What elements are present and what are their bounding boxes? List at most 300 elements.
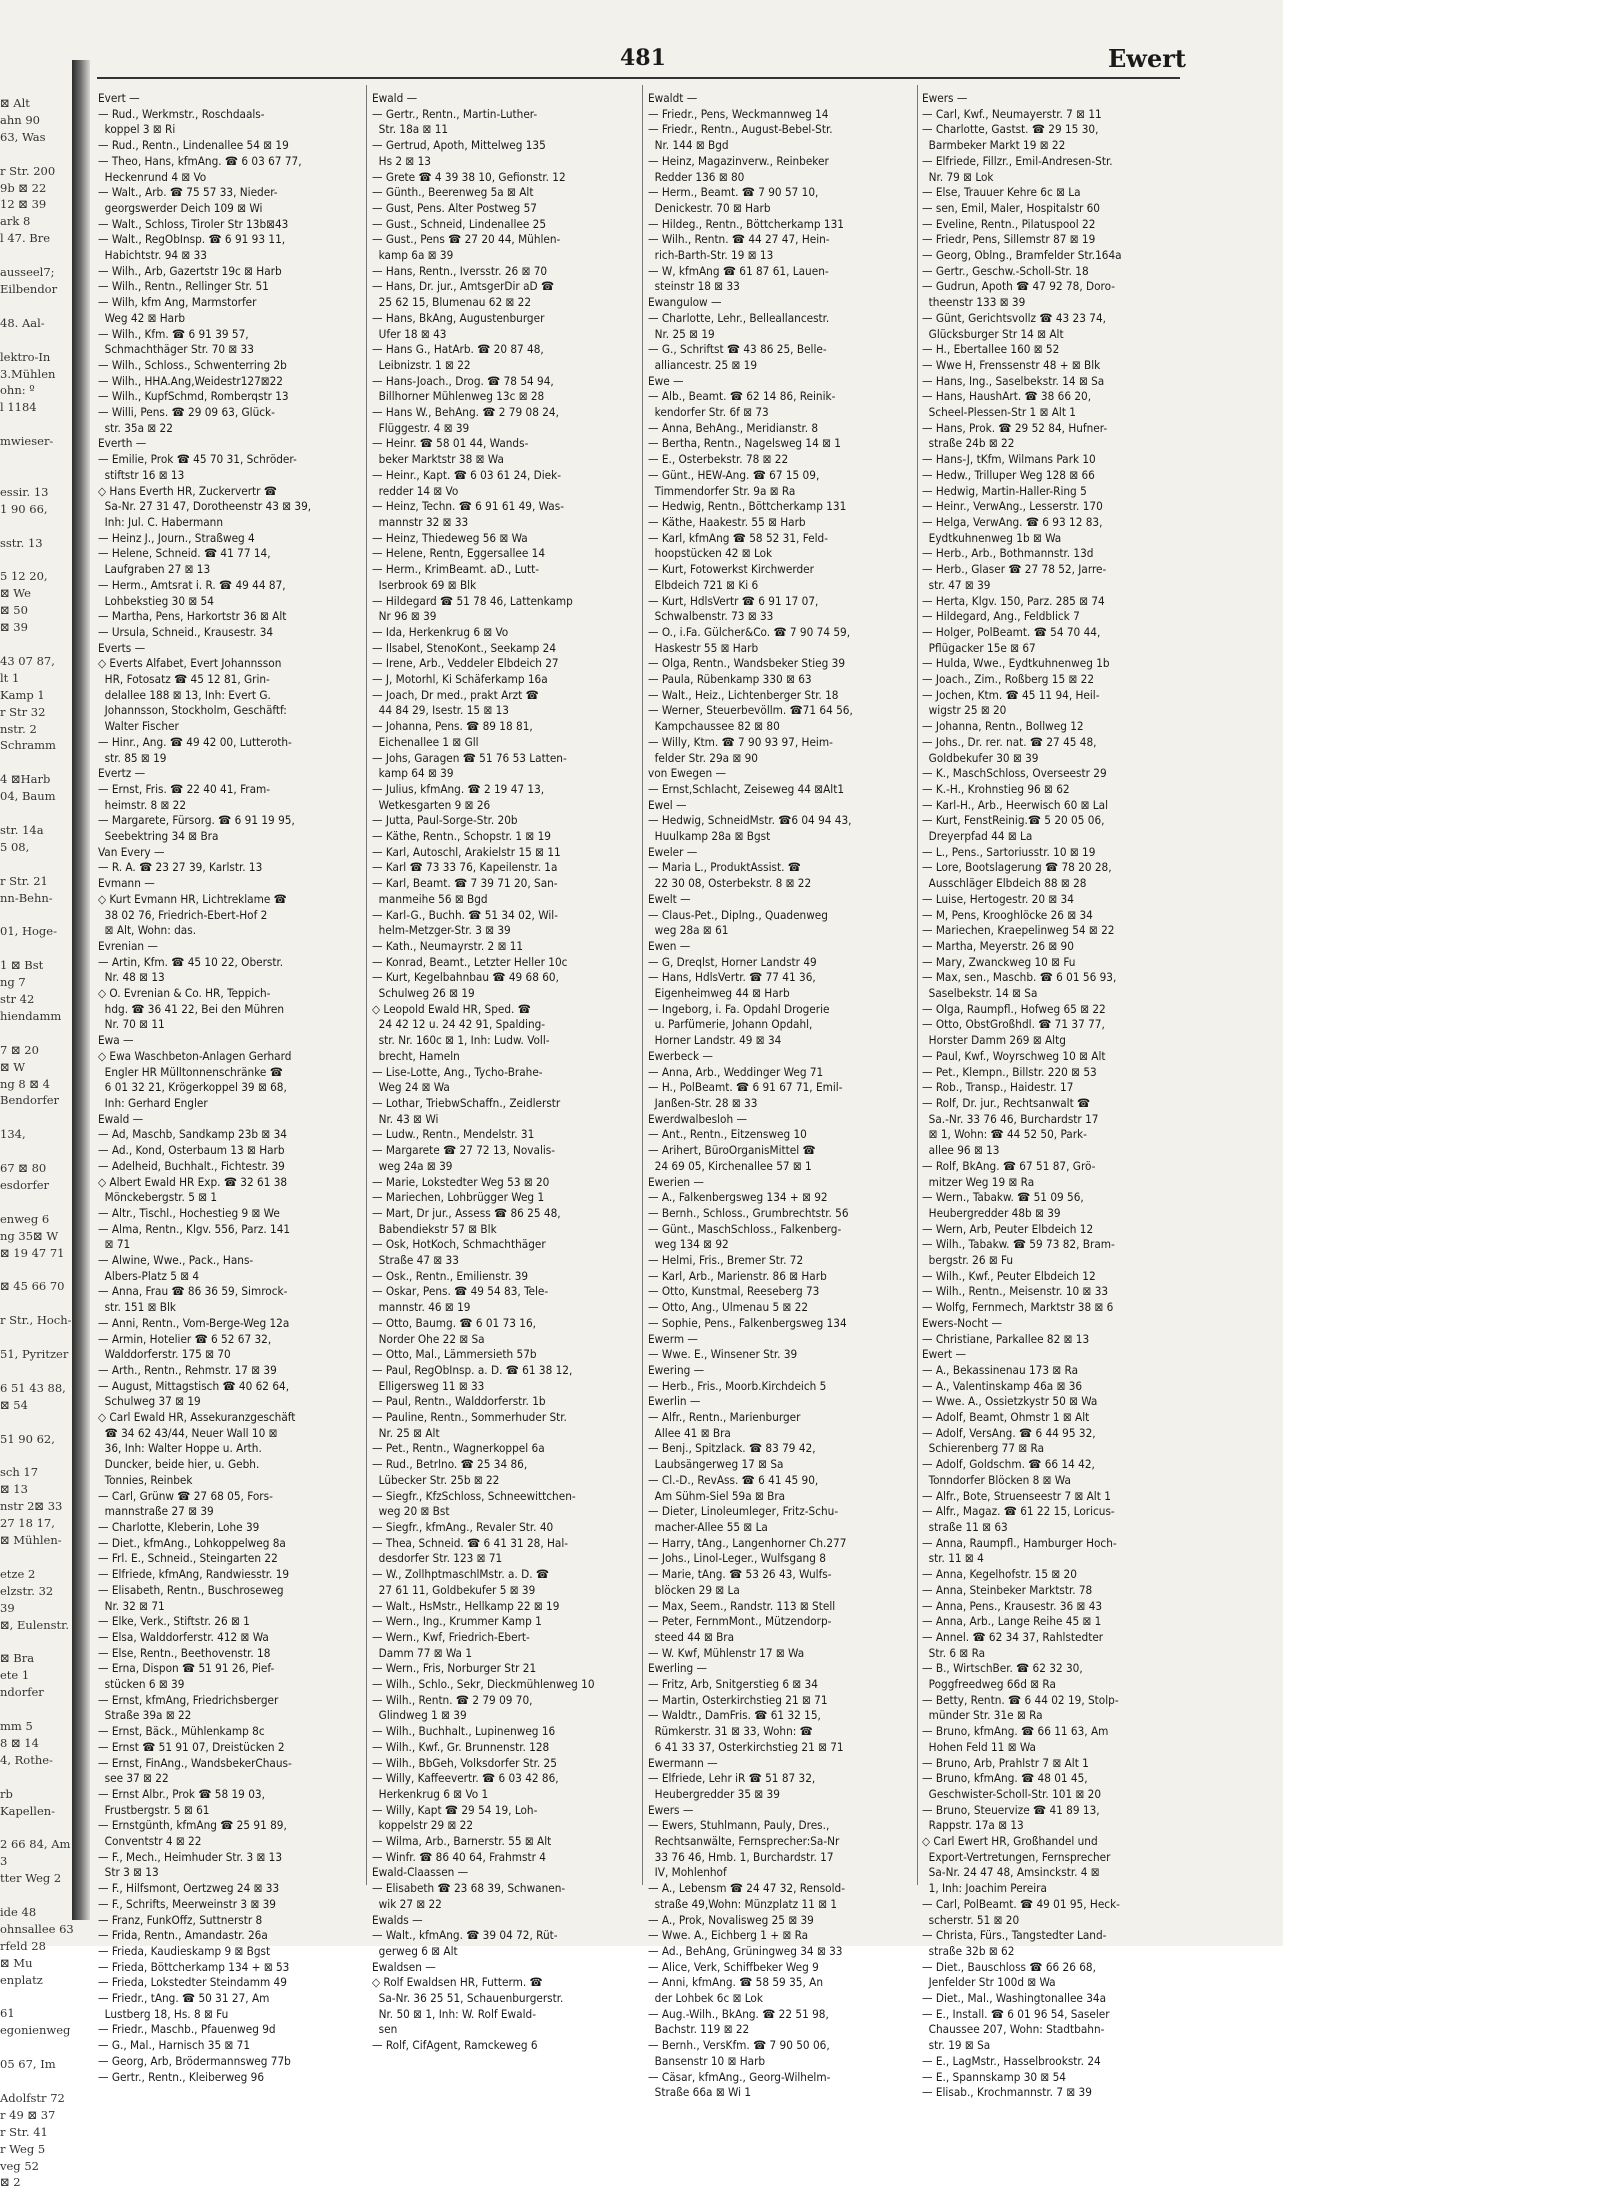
directory-entry-line: ◇ Ewa Waschbeton-Anlagen Gerhard <box>98 1048 292 1063</box>
directory-entry-line: — Wern, Arb, Peuter Elbdeich 12 <box>922 1221 1094 1236</box>
directory-entry-line: — Karl, Arb., Marienstr. 86 ⊠ Harb <box>648 1268 827 1283</box>
directory-entry-line: ☎ 34 62 43/44, Neuer Wall 10 ⊠ <box>98 1425 278 1440</box>
directory-entry-line: — Friedr., tAng. ☎ 50 31 27, Am <box>98 1991 270 2006</box>
directory-entry-line: Redder 136 ⊠ 80 <box>648 169 745 184</box>
previous-page-fragment: r Str., Hoch- <box>0 1313 72 1328</box>
directory-entry-line: Heubergredder 48b ⊠ 39 <box>922 1205 1061 1220</box>
directory-entry-line: — Benj., Spitzlack. ☎ 83 79 42, <box>648 1441 816 1456</box>
directory-entry-line: — Georg, Oblng., Bramfelder Str.164a <box>922 248 1122 263</box>
previous-page-fragment: Kapellen- <box>0 1803 56 1818</box>
column-divider <box>366 85 367 1885</box>
directory-column-1 <box>98 91 360 2084</box>
directory-entry-line: Huulkamp 28a ⊠ Bgst <box>648 829 771 844</box>
directory-entry-line: — Walt., Arb. ☎ 75 57 33, Nieder- <box>98 185 278 200</box>
directory-entry-line: Nr. 48 ⊠ 13 <box>98 970 165 985</box>
directory-entry-line: — Martin, Osterkirchstieg 21 ⊠ 71 <box>648 1692 828 1707</box>
directory-entry-line: ◇ Kurt Evmann HR, Lichtreklame ☎ <box>98 891 287 906</box>
directory-entry-line: 6 41 33 37, Osterkirchstieg 21 ⊠ 71 <box>648 1739 844 1754</box>
directory-entry-line: — Ant., Rentn., Eitzensweg 10 <box>648 1127 807 1142</box>
directory-entry-line: — A., Falkenbergsweg 134 + ⊠ 92 <box>648 1190 828 1205</box>
directory-entry-line: — Friedr., Pens, Weckmannweg 14 <box>648 106 829 121</box>
directory-entry-line: — Frieda, Kaudieskamp 9 ⊠ Bgst <box>98 1943 271 1958</box>
directory-entry-line: Straße 66a ⊠ Wi 1 <box>648 2085 752 2100</box>
directory-entry-line: str. 35a ⊠ 22 <box>98 420 173 435</box>
previous-page-fragment: 4, Rothe- <box>0 1752 53 1767</box>
directory-entry-line: ⊠ 1, Wohn: ☎ 44 52 50, Park- <box>922 1127 1087 1142</box>
directory-entry-line: Sa-Nr. 24 47 48, Amsinckstr. 4 ⊠ <box>922 1865 1100 1880</box>
previous-page-fragment: ⊠ 50 <box>0 603 28 618</box>
directory-entry-line: — Waldtr., DamFris. ☎ 61 32 15, <box>648 1708 821 1723</box>
directory-entry-line: ◇ Albert Ewald HR Exp. ☎ 32 61 38 <box>98 1174 288 1189</box>
directory-entry-line: — Hildegard, Ang., Feldblick 7 <box>922 609 1080 624</box>
previous-page-fragment: enweg 6 <box>0 1211 50 1226</box>
directory-entry-line: — Wern., Kwf, Friedrich-Ebert- <box>372 1629 530 1644</box>
directory-entry-line: Bansenstr 10 ⊠ Harb <box>648 2053 766 2068</box>
directory-entry-line: — Winfr. ☎ 86 40 64, Frahmstr 4 <box>372 1849 546 1864</box>
directory-entry-line: Heckenrund 4 ⊠ Vo <box>98 169 207 184</box>
directory-entry-line: str. 151 ⊠ Blk <box>98 1300 176 1315</box>
directory-entry-line: — Elfriede, Fillzr., Emil-Andresen-Str. <box>922 153 1113 168</box>
directory-entry-line: — Margarete, Fürsorg. ☎ 6 91 19 95, <box>98 813 295 828</box>
directory-entry-line: — Wilh., Tabakw. ☎ 59 73 82, Bram- <box>922 1237 1115 1252</box>
directory-entry-line: — Anna, Pens., Krausestr. 36 ⊠ 43 <box>922 1598 1103 1613</box>
directory-entry-line: Nr. 144 ⊠ Bgd <box>648 138 729 153</box>
page-gutter <box>72 60 90 1920</box>
directory-entry-line: — Max, sen., Maschb. ☎ 6 01 56 93, <box>922 970 1117 985</box>
directory-entry-line: — B., WirtschBer. ☎ 62 32 30, <box>922 1661 1083 1676</box>
previous-page-fragment: 39 <box>0 1600 15 1615</box>
directory-entry-line: mannstr 32 ⊠ 33 <box>372 514 469 529</box>
previous-page-fragment: etze 2 <box>0 1566 36 1581</box>
directory-entry-line: — Herm., KrimBeamt. aD., Lutt- <box>372 562 540 577</box>
directory-entry-line: — Friedr., Maschb., Pfauenweg 9d <box>98 2022 276 2037</box>
previous-page-fragment: egonienweg <box>0 2023 71 2038</box>
directory-entry-line: — Julius, kfmAng. ☎ 2 19 47 13, <box>372 781 545 796</box>
previous-page-fragment: Bendorfer <box>0 1093 60 1108</box>
previous-page-fragment: 6 51 43 88, <box>0 1380 66 1395</box>
directory-entry-line: — Pet., Rentn., Wagnerkoppel 6a <box>372 1441 545 1456</box>
directory-entry-line: — Günt., MaschSchloss., Falkenberg- <box>648 1221 842 1236</box>
previous-page-fragment <box>0 1549 70 1566</box>
directory-entry-line: ⊠ Alt, Wohn: das. <box>98 923 197 938</box>
directory-entry-line: Lübecker Str. 25b ⊠ 22 <box>372 1472 500 1487</box>
previous-page-fragment <box>0 636 70 653</box>
directory-entry-line: — Siegfr., kfmAng., Revaler Str. 40 <box>372 1519 554 1534</box>
directory-entry-line: str. Nr. 160c ⊠ 1, Inh: Ludw. Voll- <box>372 1033 550 1048</box>
directory-entry-line: — A., Lebensm ☎ 24 47 32, Rensold- <box>648 1881 845 1896</box>
directory-entry-line: — Hans-Joach., Drog. ☎ 78 54 94, <box>372 373 554 388</box>
directory-entry-line: — Johanna, Pens. ☎ 89 18 81, <box>372 719 533 734</box>
directory-entry-line: — Anna, Arb., Lange Reihe 45 ⊠ 1 <box>922 1614 1102 1629</box>
directory-entry-line: steed 44 ⊠ Bra <box>648 1629 735 1644</box>
directory-entry-line: weg 24a ⊠ 39 <box>372 1158 453 1173</box>
directory-entry-line: Schulweg 26 ⊠ 19 <box>372 986 475 1001</box>
directory-entry-line: — Adolf, Beamt, Ohmstr 1 ⊠ Alt <box>922 1410 1090 1425</box>
previous-page-fragment: nstr. 2 <box>0 721 37 736</box>
directory-entry-line: — Wwe. E., Winsener Str. 39 <box>648 1347 798 1362</box>
directory-entry-line: Ufer 18 ⊠ 43 <box>372 326 447 341</box>
directory-entry-line: — Aug.-Wilh., BkAng. ☎ 22 51 98, <box>648 2006 829 2021</box>
directory-entry-line: — Wern., Tabakw. ☎ 51 09 56, <box>922 1190 1084 1205</box>
directory-entry-line: str. 19 ⊠ Sa <box>922 2038 991 2053</box>
directory-entry-line: helm-Metzger-Str. 3 ⊠ 39 <box>372 923 511 938</box>
directory-entry-line: — Hildeg., Rentn., Böttcherkamp 131 <box>648 216 844 231</box>
directory-entry-line: Nr. 50 ⊠ 1, Inh: W. Rolf Ewald- <box>372 2006 536 2021</box>
directory-entry-line: — Cl.-D., RevAss. ☎ 6 41 45 90, <box>648 1472 819 1487</box>
directory-entry-line: Rappstr. 17a ⊠ 13 <box>922 1818 1024 1833</box>
directory-entry-line: — Anna, Frau ☎ 86 36 59, Simrock- <box>98 1284 288 1299</box>
directory-entry-line: Eydtkuhnenweg 1b ⊠ Wa <box>922 530 1062 545</box>
directory-entry-line: — Elsa, Walddorferstr. 412 ⊠ Wa <box>98 1629 269 1644</box>
directory-entry-line: Rümkerstr. 31 ⊠ 33, Wohn: ☎ <box>648 1724 813 1739</box>
previous-page-fragment: ⊠ W <box>0 1059 26 1074</box>
directory-entry-line: wik 27 ⊠ 22 <box>372 1896 442 1911</box>
directory-entry-line: desdorfer Str. 123 ⊠ 71 <box>372 1551 503 1566</box>
directory-entry-line: — Martha, Meyerstr. 26 ⊠ 90 <box>922 938 1074 953</box>
previous-page-fragment <box>0 2039 70 2056</box>
directory-entry-line: — W. Kwf, Mühlenstr 17 ⊠ Wa <box>648 1645 805 1660</box>
directory-entry-line: — Johs, Garagen ☎ 51 76 53 Latten- <box>372 750 567 765</box>
directory-entry-line: Ewangulow — <box>648 295 722 310</box>
previous-page-fragment: 61 <box>0 2006 15 2021</box>
directory-entry-line: Horner Landstr. 49 ⊠ 34 <box>648 1033 782 1048</box>
directory-entry-line: — Gertr., Rentn., Martin-Luther- <box>372 106 538 121</box>
directory-entry-line: — Osk, HotKoch, Schmachthäger <box>372 1237 546 1252</box>
directory-entry-line: — Walt., RegObInsp. ☎ 6 91 93 11, <box>98 232 286 247</box>
directory-entry-line: alliancestr. 25 ⊠ 19 <box>648 357 758 372</box>
directory-entry-line: — Franz, FunkOffz, Suttnerstr 8 <box>98 1912 263 1927</box>
directory-entry-line: weg 28a ⊠ 61 <box>648 923 729 938</box>
directory-entry-line: — Ernst, Bäck., Mühlenkamp 8c <box>98 1724 265 1739</box>
directory-entry-line: — Armin, Hotelier ☎ 6 52 67 32, <box>98 1331 272 1346</box>
directory-entry-line: Ewerien — <box>648 1174 704 1189</box>
previous-page-fragment: mwieser- <box>0 434 54 449</box>
directory-entry-line: — Bernh., Schloss., Grumbrechtstr. 56 <box>648 1205 849 1220</box>
directory-entry-line: — Karl-H., Arb., Heerwisch 60 ⊠ Lal <box>922 797 1108 812</box>
previous-page-fragment <box>0 518 70 535</box>
previous-page-fragment: 1 90 66, <box>0 501 48 516</box>
previous-page-fragment: Kamp 1 <box>0 687 45 702</box>
directory-entry-line: — Hans G., HatArb. ☎ 20 87 48, <box>372 342 544 357</box>
directory-entry-line: der Lohbek 6c ⊠ Lok <box>648 1991 763 2006</box>
previous-page-fragment: sstr. 13 <box>0 535 43 550</box>
directory-entry-line: — Frieda, Lokstedter Steindamm 49 <box>98 1975 287 1990</box>
directory-entry-line: Tonnies, Reinbek <box>98 1472 193 1487</box>
directory-entry-line: Elligersweg 11 ⊠ 33 <box>372 1378 485 1393</box>
directory-entry-line: beker Marktstr 38 ⊠ Wa <box>372 452 504 467</box>
directory-entry-line: — Jochen, Ktm. ☎ 45 11 94, Heil- <box>922 687 1100 702</box>
directory-entry-line: — Helmi, Fris., Bremer Str. 72 <box>648 1253 804 1268</box>
directory-entry-line: — Paul, Kwf., Woyrschweg 10 ⊠ Alt <box>922 1048 1106 1063</box>
directory-entry-line: — Grete ☎ 4 39 38 10, Gefionstr. 12 <box>372 169 566 184</box>
previous-page-fragment <box>0 1109 70 1126</box>
directory-entry-line: Ewerbeck — <box>648 1048 713 1063</box>
directory-entry-line: — Harry, tAng., Langenhorner Ch.277 <box>648 1535 847 1550</box>
directory-entry-line: Sa-Nr. 27 31 47, Dorotheenstr 43 ⊠ 39, <box>98 499 312 514</box>
directory-entry-line: — Ernst, kfmAng, Friedrichsberger <box>98 1692 279 1707</box>
directory-entry-line: — Gust., Pens ☎ 27 20 44, Mühlen- <box>372 232 561 247</box>
directory-entry-line: — Wilh., HHA.Ang,Weidestr127⊠22 <box>98 373 283 388</box>
directory-entry-line: Weg 42 ⊠ Harb <box>98 310 186 325</box>
directory-entry-line: — Cäsar, kfmAng., Georg-Wilhelm- <box>648 2069 831 2084</box>
previous-page-fragment: 63, Was <box>0 129 46 144</box>
directory-entry-line: — Mariechen, Kraepelinweg 54 ⊠ 22 <box>922 923 1115 938</box>
column-divider <box>642 85 643 1885</box>
directory-entry-line: Evertz — <box>98 766 146 781</box>
directory-entry-line: — Hans-J, tKfm, Wilmans Park 10 <box>922 452 1096 467</box>
directory-entry-line: — Willy, Kaffeevertr. ☎ 6 03 42 86, <box>372 1771 559 1786</box>
page-number: 481 <box>620 45 666 71</box>
directory-entry-line: Johannsson, Stockholm, Geschäftf: <box>98 703 287 718</box>
directory-entry-line: — Ursula, Schneid., Krausestr. 34 <box>98 624 274 639</box>
directory-entry-line: — August, Mittagstisch ☎ 40 62 64, <box>98 1378 290 1393</box>
directory-entry-line: — Wilh., BbGeh, Volksdorfer Str. 25 <box>372 1755 557 1770</box>
directory-entry-line: 24 69 05, Kirchenallee 57 ⊠ 1 <box>648 1158 812 1173</box>
directory-entry-line: — Rob., Transp., Haidestr. 17 <box>922 1080 1074 1095</box>
directory-entry-line: — Ludw., Rentn., Mendelstr. 31 <box>372 1127 535 1142</box>
directory-entry-line: — G, Dreqlst, Horner Landstr 49 <box>648 954 817 969</box>
directory-entry-line: Everts — <box>98 640 146 655</box>
previous-page-fragment: l 47. Bre <box>0 231 51 246</box>
directory-entry-line: georgswerder Deich 109 ⊠ Wi <box>98 200 263 215</box>
directory-entry-line: Ewaldt — <box>648 91 698 105</box>
directory-entry-line: — Ida, Herkenkrug 6 ⊠ Vo <box>372 624 509 639</box>
directory-entry-line: Evmann — <box>98 876 155 891</box>
previous-page-fragment <box>0 1989 70 2006</box>
directory-entry-line: — Wilh., Rentn. ☎ 44 27 47, Hein- <box>648 232 830 247</box>
directory-entry-line: — Alice, Verk, Schiffbeker Weg 9 <box>648 1959 819 1974</box>
previous-page-fragment <box>0 2073 70 2090</box>
directory-entry-line: ◇ Hans Everth HR, Zuckervertr ☎ <box>98 483 277 498</box>
directory-entry-line: — Christiane, Parkallee 82 ⊠ 13 <box>922 1331 1090 1346</box>
directory-entry-line: str. 11 ⊠ 4 <box>922 1551 984 1566</box>
directory-entry-line: — Heinr. ☎ 58 01 44, Wands- <box>372 436 529 451</box>
directory-entry-line: — Pet., Klempn., Billstr. 220 ⊠ 53 <box>922 1064 1097 1079</box>
directory-entry-line: ◇ O. Evrenian & Co. HR, Teppich- <box>98 986 271 1001</box>
directory-entry-line: — F., Hilfsmont, Oertzweg 24 ⊠ 33 <box>98 1881 280 1896</box>
directory-entry-line: 22 30 08, Osterbekstr. 8 ⊠ 22 <box>648 876 812 891</box>
previous-page-fragment: r Weg 5 <box>0 2141 46 2156</box>
directory-entry-line: Billhorner Mühlenweg 13c ⊠ 28 <box>372 389 545 404</box>
header-rule <box>97 77 1180 79</box>
directory-entry-line: — Rud., Rentn., Lindenallee 54 ⊠ 19 <box>98 138 289 153</box>
directory-entry-line: — Arihert, BüroOrganisMittel ☎ <box>648 1143 816 1158</box>
column-divider <box>917 85 918 1885</box>
directory-entry-line: — Hans, Prok. ☎ 29 52 84, Hufner- <box>922 420 1108 435</box>
directory-entry-line: Geschwister-Scholl-Str. 101 ⊠ 20 <box>922 1786 1102 1801</box>
directory-entry-line: Hs 2 ⊠ 13 <box>372 153 431 168</box>
directory-entry-line: — G., Schriftst ☎ 43 86 25, Belle- <box>648 342 827 357</box>
previous-page-fragment <box>0 1887 70 1904</box>
directory-entry-line: — Wern., Fris, Norburger Str 21 <box>372 1661 537 1676</box>
directory-entry-line: — Diet., Mal., Washingtonallee 34a <box>922 1991 1107 2006</box>
directory-entry-line: — Elisab., Krochmannstr. 7 ⊠ 39 <box>922 2085 1092 2100</box>
previous-page-fragment: mm 5 <box>0 1719 33 1733</box>
directory-entry-line: scherstr. 51 ⊠ 20 <box>922 1912 1020 1927</box>
previous-page-fragment <box>0 856 70 873</box>
directory-entry-line: Ewaldsen — <box>372 1959 436 1974</box>
previous-page-fragment: nn-Behn- <box>0 890 53 905</box>
directory-entry-line: — Heinz, Magazinverw., Reinbeker <box>648 153 829 168</box>
previous-page-fragment: 48. Aal- <box>0 315 45 330</box>
directory-entry-line: — Rolf, BkAng. ☎ 67 51 87, Grö- <box>922 1158 1096 1173</box>
directory-entry-line: — Walt., Heiz., Lichtenberger Str. 18 <box>648 687 839 702</box>
directory-column-3 <box>648 91 914 2100</box>
directory-entry-line: redder 14 ⊠ Vo <box>372 483 459 498</box>
directory-entry-line: — Helene, Rentn, Eggersallee 14 <box>372 546 546 561</box>
directory-entry-line: Weg 24 ⊠ Wa <box>372 1080 450 1095</box>
directory-entry-line: — Elisabeth, Rentn., Buschroseweg <box>98 1582 284 1597</box>
directory-entry-line: str. 85 ⊠ 19 <box>98 750 167 765</box>
previous-page-fragment: ⊠ Alt <box>0 96 30 110</box>
directory-entry-line: Babendiekstr 57 ⊠ Blk <box>372 1221 497 1236</box>
previous-page-fragment <box>0 1363 70 1380</box>
directory-entry-line: Ewelt — <box>648 891 691 906</box>
previous-page-fragment: r Str. 41 <box>0 2124 48 2139</box>
directory-entry-line: — Werner, Steuerbevöllm. ☎71 64 56, <box>648 703 853 718</box>
directory-entry-line: — Karl-G., Buchh. ☎ 51 34 02, Wil- <box>372 907 558 922</box>
directory-entry-line: — Herb., Fris., Moorb.Kirchdeich 5 <box>648 1378 827 1393</box>
directory-entry-line: — Wilh., Rentn. ☎ 2 79 09 70, <box>372 1692 533 1707</box>
directory-entry-line: Am Sühm-Siel 59a ⊠ Bra <box>648 1488 786 1503</box>
directory-entry-line: Laubsängerweg 17 ⊠ Sa <box>648 1457 784 1472</box>
directory-entry-line: kendorfer Str. 6f ⊠ 73 <box>648 405 769 420</box>
directory-entry-line: — Mariechen, Lohbrügger Weg 1 <box>372 1190 545 1205</box>
directory-entry-line: — Johanna, Rentn., Bollweg 12 <box>922 719 1084 734</box>
previous-page-fragment: rfeld 28 <box>0 1938 46 1953</box>
directory-entry-line: Eichenallee 1 ⊠ Gll <box>372 734 479 749</box>
directory-entry-line: — Claus-Pet., Diplng., Quadenweg <box>648 907 828 922</box>
directory-entry-line: — Otto, Kunstmal, Reeseberg 73 <box>648 1284 820 1299</box>
directory-entry-line: Schulweg 37 ⊠ 19 <box>98 1394 201 1409</box>
directory-entry-line: weg 134 ⊠ 92 <box>648 1237 729 1252</box>
directory-entry-line: IV, Mohlenhof <box>648 1865 727 1880</box>
directory-entry-line: — Anna, BehAng., Meridianstr. 8 <box>648 420 819 435</box>
directory-entry-line: Norder Ohe 22 ⊠ Sa <box>372 1331 485 1346</box>
directory-entry-line: sen <box>372 2022 398 2037</box>
previous-page-fragment <box>0 1143 70 1160</box>
directory-entry-line: Barmbeker Markt 19 ⊠ 22 <box>922 138 1066 153</box>
directory-entry-line: — O., i.Fa. Gülcher&Co. ☎ 7 90 74 59, <box>648 624 851 639</box>
directory-entry-line: blöcken 29 ⊠ La <box>648 1582 740 1597</box>
directory-entry-line: — Käthe, Rentn., Schopstr. 1 ⊠ 19 <box>372 829 551 844</box>
directory-entry-line: — Wilh., Schloss., Schwenterring 2b <box>98 357 287 372</box>
previous-page-fragment: elzstr. 32 <box>0 1583 54 1598</box>
directory-entry-line: Ewerling — <box>648 1661 708 1676</box>
directory-entry-line: — Ernst Albr., Prok ☎ 58 19 03, <box>98 1786 265 1801</box>
directory-entry-line: Schwalbenstr. 73 ⊠ 33 <box>648 609 774 624</box>
directory-entry-line: u. Parfümerie, Johann Opdahl, <box>648 1017 813 1032</box>
previous-page-fragment: ⊠ 19 47 71 <box>0 1245 65 1260</box>
directory-entry-line: — Herta, Klgv. 150, Parz. 285 ⊠ 74 <box>922 593 1105 608</box>
directory-entry-line: Seebektring 34 ⊠ Bra <box>98 829 219 844</box>
directory-entry-line: — Paula, Rübenkamp 330 ⊠ 63 <box>648 672 812 687</box>
directory-entry-line: — Hans, BkAng, Augustenburger <box>372 310 545 325</box>
directory-entry-line: — Günth., Beerenweg 5a ⊠ Alt <box>372 185 534 200</box>
previous-page-fragment <box>0 940 70 957</box>
directory-entry-line: — Martha, Pens, Harkortstr 36 ⊠ Alt <box>98 609 287 624</box>
directory-entry-line: — Johs., Linol-Leger., Wulfsgang 8 <box>648 1551 826 1566</box>
directory-entry-line: brecht, Hameln <box>372 1048 460 1063</box>
directory-entry-line: — Willy, Ktm. ☎ 7 90 93 97, Heim- <box>648 734 833 749</box>
directory-entry-line: Habichtstr. 94 ⊠ 33 <box>98 248 207 263</box>
directory-entry-line: — Luise, Hertogestr. 20 ⊠ 34 <box>922 891 1074 906</box>
directory-entry-line: — Johs., Dr. rer. nat. ☎ 27 45 48, <box>922 734 1097 749</box>
directory-entry-line: — Wilma, Arb., Barnerstr. 55 ⊠ Alt <box>372 1834 552 1849</box>
directory-entry-line: 25 62 15, Blumenau 62 ⊠ 22 <box>372 295 532 310</box>
directory-entry-line: — Carl, PolBeamt. ☎ 49 01 95, Heck- <box>922 1896 1120 1911</box>
directory-entry-line: — Günt, Gerichtsvollz ☎ 43 23 74, <box>922 310 1106 325</box>
directory-entry-line: 38 02 76, Friedrich-Ebert-Hof 2 <box>98 907 268 922</box>
directory-entry-line: — Hedwig, SchneidMstr. ☎6 04 94 43, <box>648 813 852 828</box>
directory-entry-line: delallee 188 ⊠ 13, Inh: Evert G. <box>98 687 271 702</box>
directory-entry-line: Haskestr 55 ⊠ Harb <box>648 640 759 655</box>
directory-entry-line: — Sophie, Pens., Falkenbergsweg 134 <box>648 1315 847 1330</box>
previous-page-fragment: ⊠ We <box>0 586 31 601</box>
directory-entry-line: — Wilh., KupfSchmd, Romberqstr 13 <box>98 389 289 404</box>
directory-entry-line: weg 20 ⊠ Bst <box>372 1504 450 1519</box>
directory-entry-line: Eweler — <box>648 844 698 859</box>
directory-entry-line: — Käthe, Haakestr. 55 ⊠ Harb <box>648 514 806 529</box>
previous-page-fragment: Eilbendor <box>0 281 58 296</box>
directory-entry-line: ⊠ 71 <box>98 1237 131 1252</box>
previous-page-edge <box>0 95 74 2190</box>
directory-entry-line: Scheel-Plessen-Str 1 ⊠ Alt 1 <box>922 405 1076 420</box>
directory-entry-line: Schierenberg 77 ⊠ Ra <box>922 1441 1045 1456</box>
directory-entry-line: Duncker, beide hier, u. Gebh. <box>98 1457 260 1472</box>
directory-entry-line: — K.-H., Krohnstieg 96 ⊠ 62 <box>922 781 1070 796</box>
directory-entry-line: macher-Allee 55 ⊠ La <box>648 1519 768 1534</box>
directory-entry-line: — Rolf, CifAgent, Ramckeweg 6 <box>372 2038 538 2053</box>
directory-entry-line: — Osk., Rentn., Emilienstr. 39 <box>372 1268 529 1283</box>
directory-entry-line: — Hildegard ☎ 51 78 46, Lattenkamp <box>372 593 573 608</box>
directory-entry-line: — Kurt, Kegelbahnbau ☎ 49 68 60, <box>372 970 559 985</box>
directory-entry-line: Lohbekstieg 30 ⊠ 54 <box>98 593 214 608</box>
directory-entry-line: — Ernst ☎ 51 91 07, Dreistücken 2 <box>98 1739 285 1754</box>
directory-entry-line: von Ewegen — <box>648 766 727 781</box>
directory-entry-line: Allee 41 ⊠ Bra <box>648 1425 731 1440</box>
previous-page-fragment: str 42 <box>0 992 35 1007</box>
previous-page-fragment: tter Weg 2 <box>0 1871 62 1886</box>
previous-page-fragment: ide 48 <box>0 1904 37 1919</box>
previous-page-fragment: lt 1 <box>0 670 20 685</box>
directory-entry-line: — Oskar, Pens. ☎ 49 54 83, Tele- <box>372 1284 549 1299</box>
directory-entry-line: Glücksburger Str 14 ⊠ Alt <box>922 326 1064 341</box>
previous-page-fragment: ng 8 ⊠ 4 <box>0 1076 51 1091</box>
directory-entry-line: — Charlotte, Kleberin, Lohe 39 <box>98 1519 260 1534</box>
directory-entry-line: — Fritz, Arb, Snitgerstieg 6 ⊠ 34 <box>648 1677 818 1692</box>
previous-page-fragment: sch 17 <box>0 1465 39 1480</box>
previous-page-fragment: 43 07 87, <box>0 653 55 668</box>
directory-entry-line: kamp 6a ⊠ 39 <box>372 248 454 263</box>
directory-entry-line: — Otto, Mal., Lämmersieth 57b <box>372 1347 537 1362</box>
directory-entry-line: — E., LagMstr., Hasselbrookstr. 24 <box>922 2053 1101 2068</box>
directory-entry-line: Kampchaussee 82 ⊠ 80 <box>648 719 780 734</box>
directory-entry-line: — Walt., Schloss, Tiroler Str 13b⊠43 <box>98 216 289 231</box>
directory-entry-line: Evrenian — <box>98 938 158 953</box>
directory-entry-line: — Herb., Glaser ☎ 27 78 52, Jarre- <box>922 562 1107 577</box>
directory-entry-line: Sa.-Nr. 33 76 46, Burchardstr 17 <box>922 1111 1099 1126</box>
directory-entry-line: — A., Valentinskamp 46a ⊠ 36 <box>922 1378 1083 1393</box>
directory-entry-line: — Otto, Ang., Ulmenau 5 ⊠ 22 <box>648 1300 809 1315</box>
directory-entry-line: Str 3 ⊠ 13 <box>98 1865 159 1880</box>
directory-entry-line: Ausschläger Elbdeich 88 ⊠ 28 <box>922 876 1087 891</box>
directory-entry-line: — H., PolBeamt. ☎ 6 91 67 71, Emil- <box>648 1080 843 1095</box>
directory-entry-line: Ewerdwalbesloh — <box>648 1111 747 1126</box>
previous-page-fragment: 1 ⊠ Bst <box>0 958 44 973</box>
directory-entry-line: 44 84 29, Isestr. 15 ⊠ 13 <box>372 703 509 718</box>
directory-entry-line: — Ilsabel, StenoKont., Seekamp 24 <box>372 640 557 655</box>
